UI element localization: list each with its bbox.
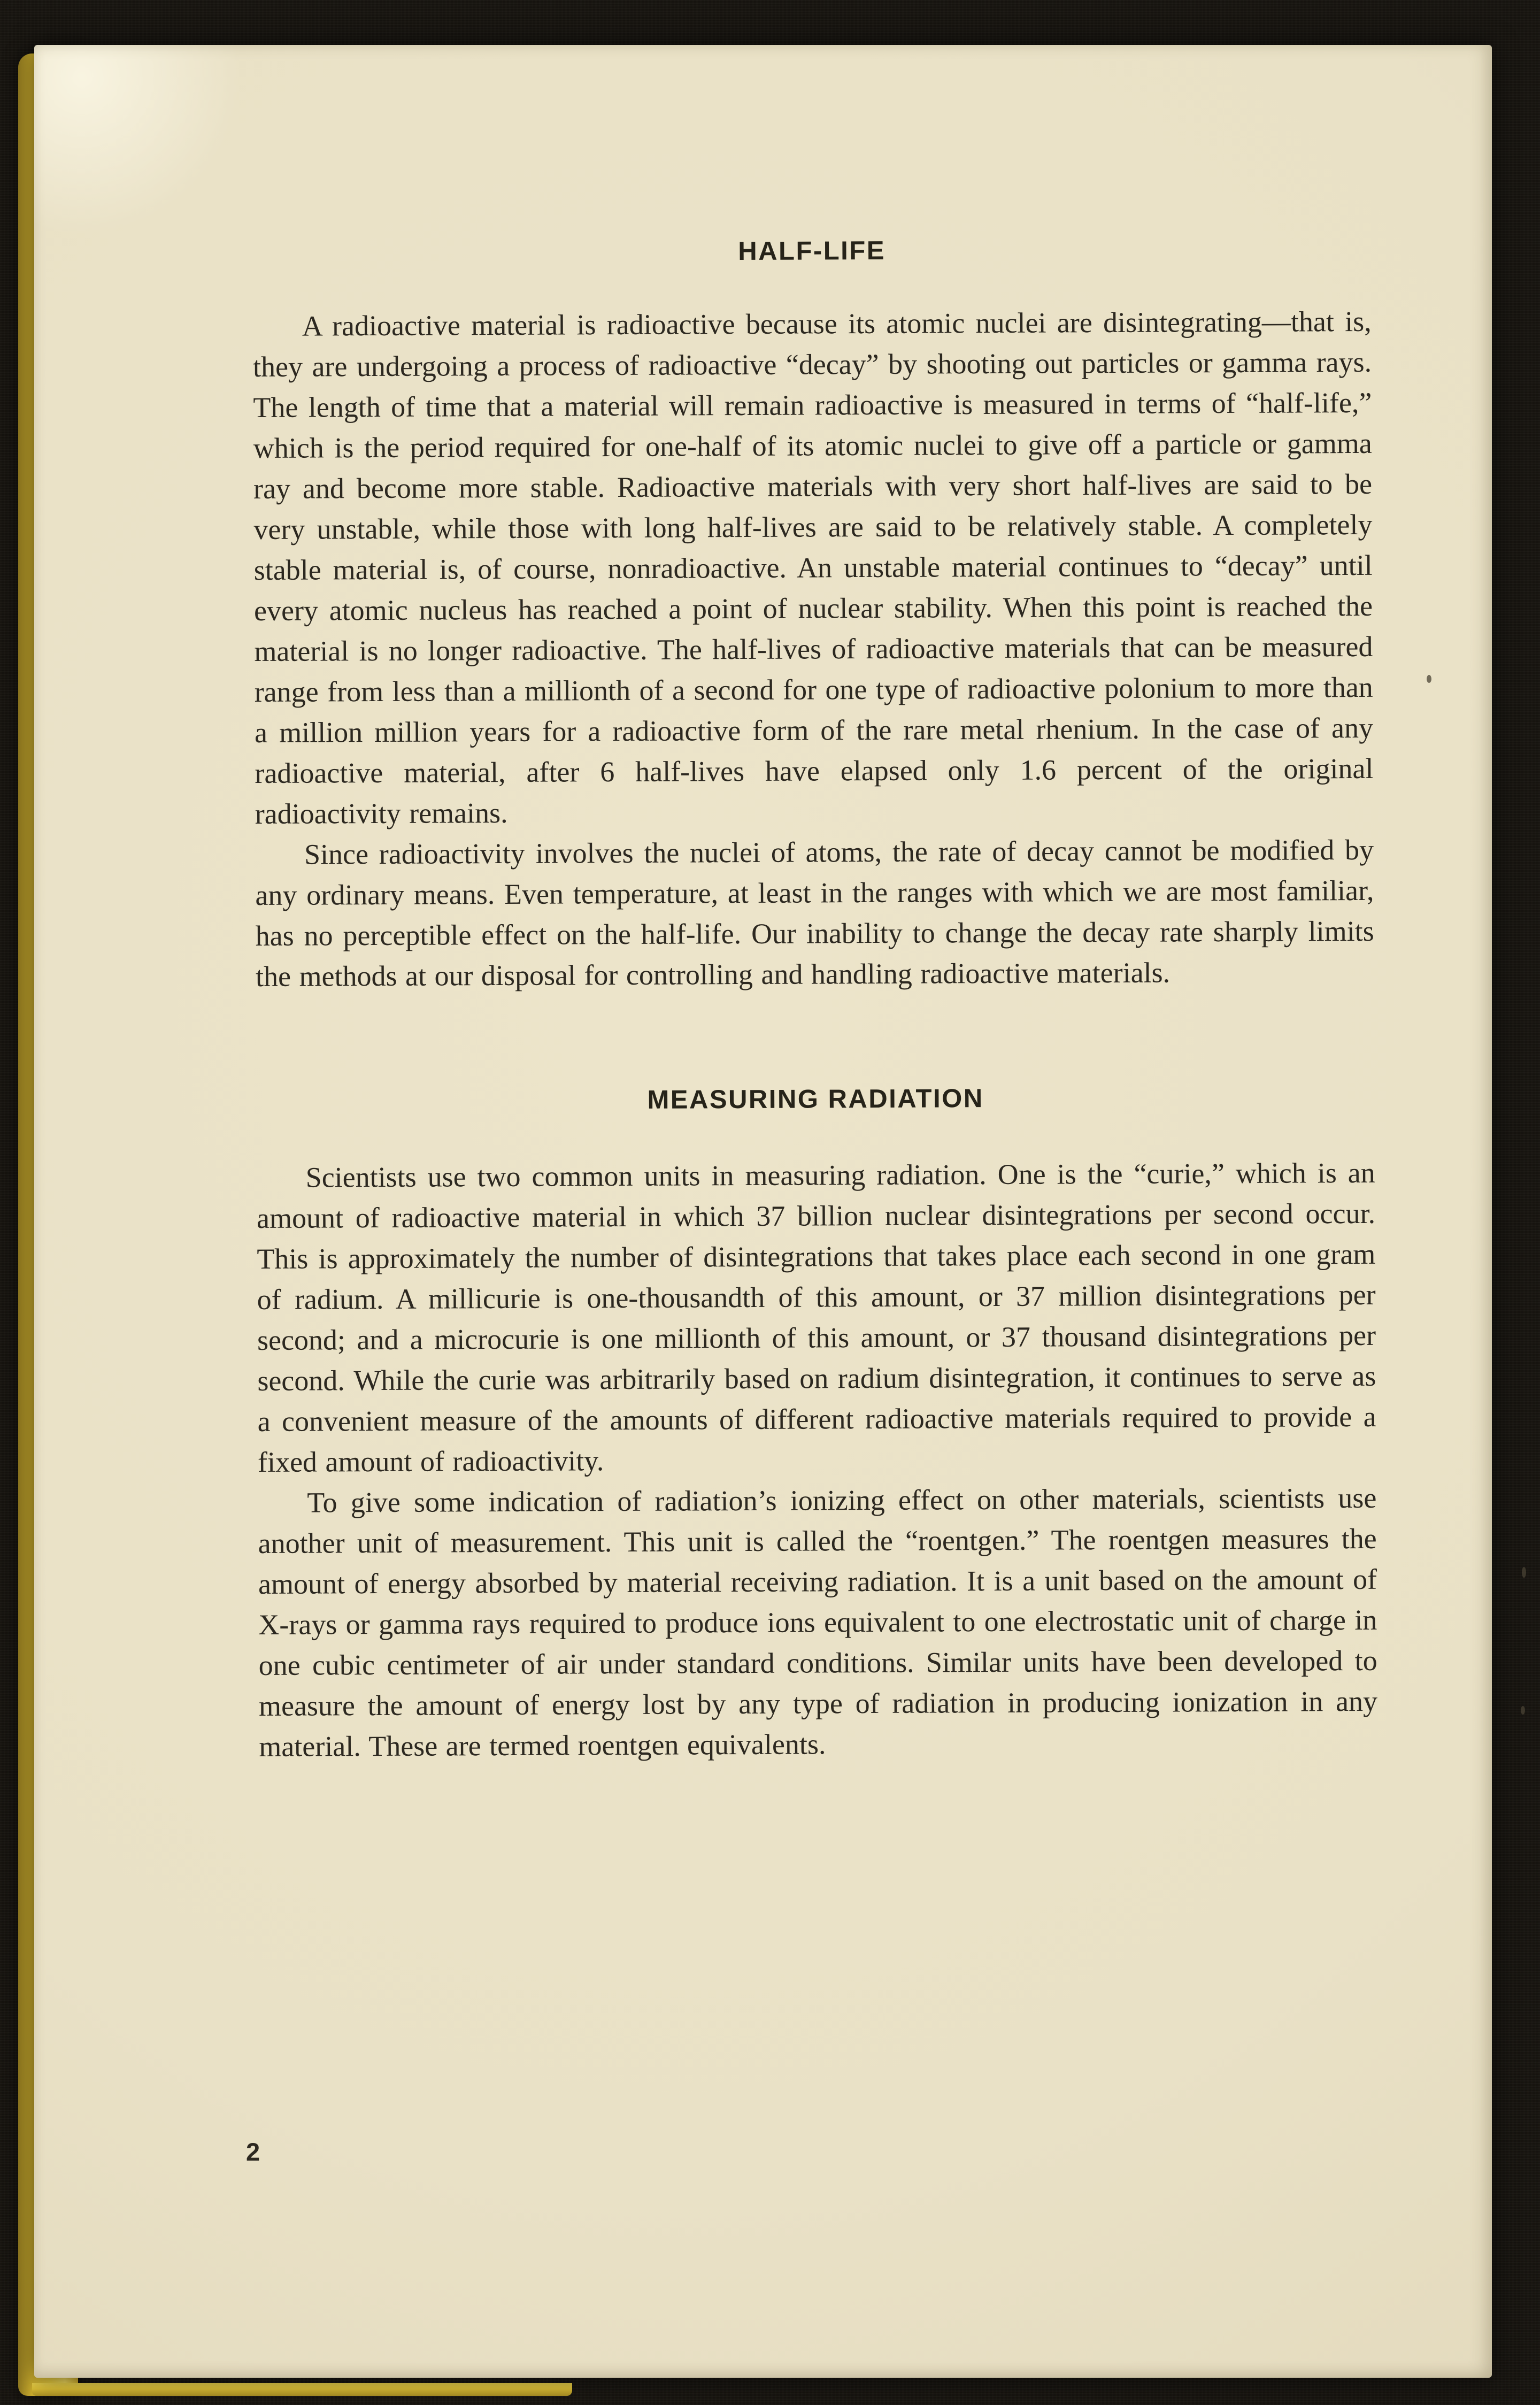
paragraph-measuring-radiation-1: Scientists use two common units in measuring radiation. One is the “curie,” which is an amount of radioactive material in which 37 billion nuclear disintegrations per second occur. This is approximately the number of disintegrations that takes place each second in one gram of radium. A millicurie is one-thousandth of this amount, or 37 million disintegrations per second; and a microcurie is one millionth of this amount, or 37 thousand disintegrations per second. While the curie was arbitrarily based on radium disintegration, it continues to serve as a convenient measure of the amounts of different radioactive materials required to provide a fixed amount of radioactivity. bbox=[256, 1156, 1376, 1478]
section-heading-half-life: HALF-LIFE bbox=[738, 236, 886, 266]
book-page bbox=[34, 45, 1492, 2378]
paragraph-measuring-radiation-2: To give some indication of radiation’s ionizing effect on other materials, scientists use another unit of measurement. This unit is called the “roentgen.” The roentgen measures the amount of energy absorbed by material receiving radiation. It is a unit based on the amount of X-rays or gamma rays required to produce ions equivalent to one electrostatic unit of charge in one cubic centimeter of air under standard conditions. Similar units have been developed to measure the amount of energy lost by any type of radiation in producing ionization in any material. These are termed roentgen equivalents. bbox=[258, 1481, 1378, 1763]
page-number: 2 bbox=[246, 2138, 260, 2166]
book-cover-edge-bottom bbox=[32, 2383, 572, 2396]
section-heading-measuring-radiation: MEASURING RADIATION bbox=[647, 1084, 984, 1115]
scan-speck bbox=[1427, 675, 1431, 683]
page-content bbox=[252, 228, 1377, 1767]
paragraph-half-life-1: A radioactive material is radioactive because its atomic nuclei are disintegrating—that is, they are undergoing a process of radioactive “decay” by shooting out particles or gamma rays. The length of time that a material will remain radioactive is measured in terms of “half-life,” which is the period required for one-half of its atomic nuclei to give off a particle or gamma ray and become more stable. Radioactive materials with very short half-lives are said to be very unstable, while those with long half-lives are said to be relatively stable. A completely stable material is, of course, nonradioactive. An unstable material continues to “decay” until every atomic nucleus has reached a point of nuclear stability. When this point is reached the material is no longer radioactive. The half-lives of radioactive materials that can be measured range from less than a millionth of a second for one type of radioactive polonium to more than a million million years for a radioactive form of the rare metal rhenium. In the case of any radioactive material, after 6 half-lives have elapsed only 1.6 percent of the original radioactivity remains. bbox=[252, 305, 1374, 830]
paragraph-half-life-2: Since radioactivity involves the nuclei of atoms, the rate of decay cannot be modified by any ordinary means. Even temperature, at least in the ranges with which we are most familiar, has no perceptible effect on the half-life. Our inability to change the decay rate sharply limits the methods at our disposal for controlling and handling radioactive materials. bbox=[255, 833, 1374, 993]
scan-speck bbox=[1522, 1567, 1526, 1578]
scan-speck bbox=[1521, 1706, 1525, 1715]
